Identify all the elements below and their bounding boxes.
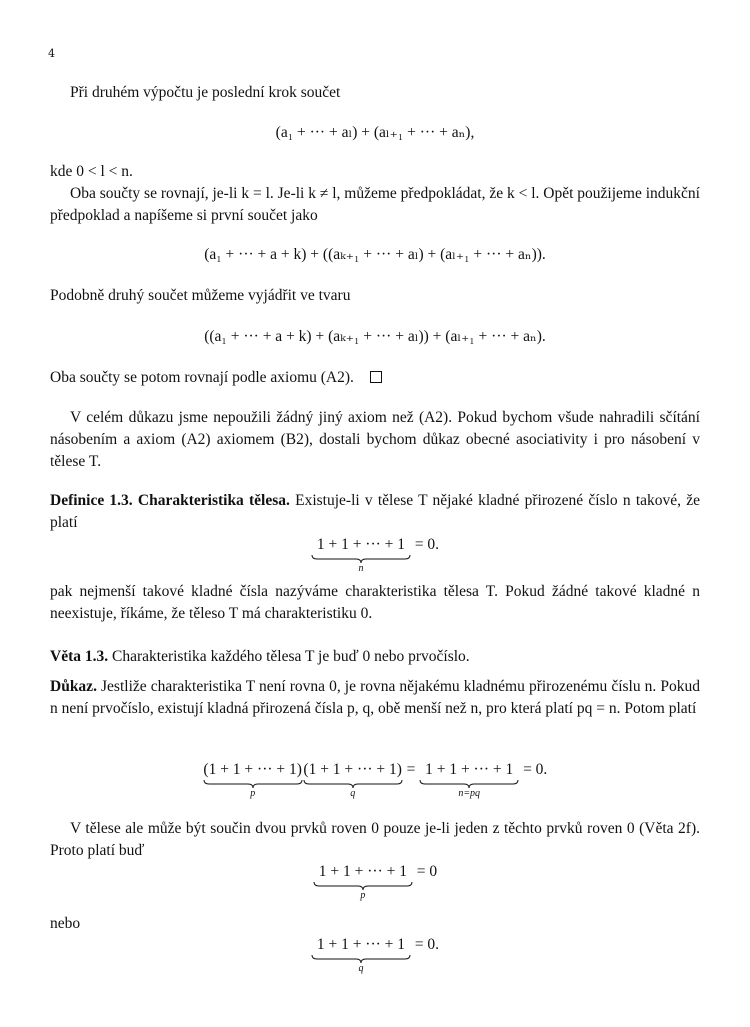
paragraph-second-sum: Podobně druhý součet můžeme vyjádřit ve tvaru — [50, 287, 351, 304]
label-q: q — [350, 788, 356, 799]
equals-zero: = 0. — [410, 536, 440, 553]
equation-second-sum: ((a₁ + ··· + a + k) + (aₖ₊₁ + ··· + aₗ)) + (aₗ₊₁ + ··· + aₙ). — [204, 328, 546, 345]
label-n: n — [358, 563, 364, 574]
paragraph-definition-cont: pak nejmenší takové kladné čísla nazýváme charakteristika tělesa T. Pokud žádné takové kladné n neexistuje, říkáme, že těleso T má charakteristiku 0. — [50, 583, 700, 622]
label-npq: n=pq — [458, 788, 481, 799]
equals-zero: = 0. — [410, 936, 440, 953]
theorem-block — [50, 646, 700, 668]
underbrace-p — [203, 760, 303, 800]
word-nebo: nebo — [50, 915, 81, 932]
sum-ones: 1 + 1 + ··· + 1 — [316, 536, 406, 553]
definition-text: Existuje-li v tělese T nějaké kladné přirozené číslo n takové, že platí — [50, 492, 700, 531]
equation-product — [50, 760, 700, 800]
underbrace-icon — [311, 555, 411, 563]
equation-p-zero — [50, 862, 700, 902]
conclusion-text: Oba součty se potom rovnají podle axiomu (A2). — [50, 369, 354, 386]
underbrace-q — [303, 760, 403, 800]
label-p: p — [250, 788, 256, 799]
product-left: (1 + 1 + ··· + 1) — [203, 761, 302, 778]
sum-ones-p: 1 + 1 + ··· + 1 — [318, 863, 407, 880]
definition-block — [50, 490, 700, 534]
paragraph-remark: V celém důkazu jsme nepoužili žádný jiný axiom než (A2). Pokud bychom všude nahradili sčítání násobením a axiom (A2) axiomem (B2), dostali bychom důkaz obecné asociativity i pro násobení v tělese T. — [50, 409, 700, 470]
sum-ones-npq: 1 + 1 + ··· + 1 — [425, 761, 514, 778]
product-equals: = — [402, 761, 420, 778]
paragraph-condition: kde 0 < l < n. — [50, 163, 133, 180]
sum-ones-q: 1 + 1 + ··· + 1 — [316, 936, 406, 953]
qed-icon — [370, 371, 382, 383]
definition-heading: Definice 1.3. Charakteristika tělesa. — [50, 492, 290, 509]
underbrace-icon — [203, 780, 303, 788]
theorem-text: Charakteristika každého tělesa T je buď 0 nebo prvočíslo. — [108, 648, 470, 665]
paragraph-product-zero: V tělese ale může být součin dvou prvků roven 0 pouze je-li jeden z těchto prvků roven 0 (Věta 2f). Proto platí buď — [50, 820, 700, 859]
underbrace-icon — [419, 780, 519, 788]
paragraph-intro: Při druhém výpočtu je poslední krok součet — [70, 84, 341, 101]
underbrace-icon — [303, 780, 403, 788]
proof-block — [50, 676, 700, 720]
equation-q-zero — [50, 935, 700, 975]
underbrace-icon — [311, 955, 411, 963]
label-p: p — [360, 890, 366, 901]
underbrace-p-case — [313, 862, 413, 902]
equation-sum-split: (a₁ + ··· + aₗ) + (aₗ₊₁ + ··· + aₙ), — [275, 124, 475, 141]
proof-heading: Důkaz. — [50, 678, 97, 695]
underbrace-icon — [313, 882, 413, 890]
page-number: 4 — [48, 47, 55, 60]
equals-zero: = 0. — [519, 761, 548, 778]
paragraph-induction: Oba součty se rovnají, je-li k = l. Je-li k ≠ l, můžeme předpokládat, že k < l. Opět použijeme indukční předpoklad a napíšeme si první součet jako — [50, 185, 700, 224]
equals-zero-plain: = 0 — [412, 863, 438, 880]
underbrace-q-case — [311, 935, 411, 975]
equation-characteristic — [50, 535, 700, 575]
underbrace-n — [311, 535, 411, 575]
proof-text: Jestliže charakteristika T není rovna 0, je rovna nějakému kladnému přirozenému číslu n. Pokud n není prvočíslo, existují kladná přirozená čísla p, q, obě menší než n, pro která platí pq = n. Potom platí — [50, 678, 700, 717]
product-right: (1 + 1 + ··· + 1) — [303, 761, 402, 778]
theorem-heading: Věta 1.3. — [50, 648, 109, 665]
equation-first-sum: (a₁ + ··· + a + k) + ((aₖ₊₁ + ··· + aₗ) + (aₗ₊₁ + ··· + aₙ)). — [204, 246, 546, 263]
underbrace-npq — [419, 760, 519, 800]
paragraph-conclusion — [50, 367, 700, 389]
label-q: q — [358, 963, 364, 974]
